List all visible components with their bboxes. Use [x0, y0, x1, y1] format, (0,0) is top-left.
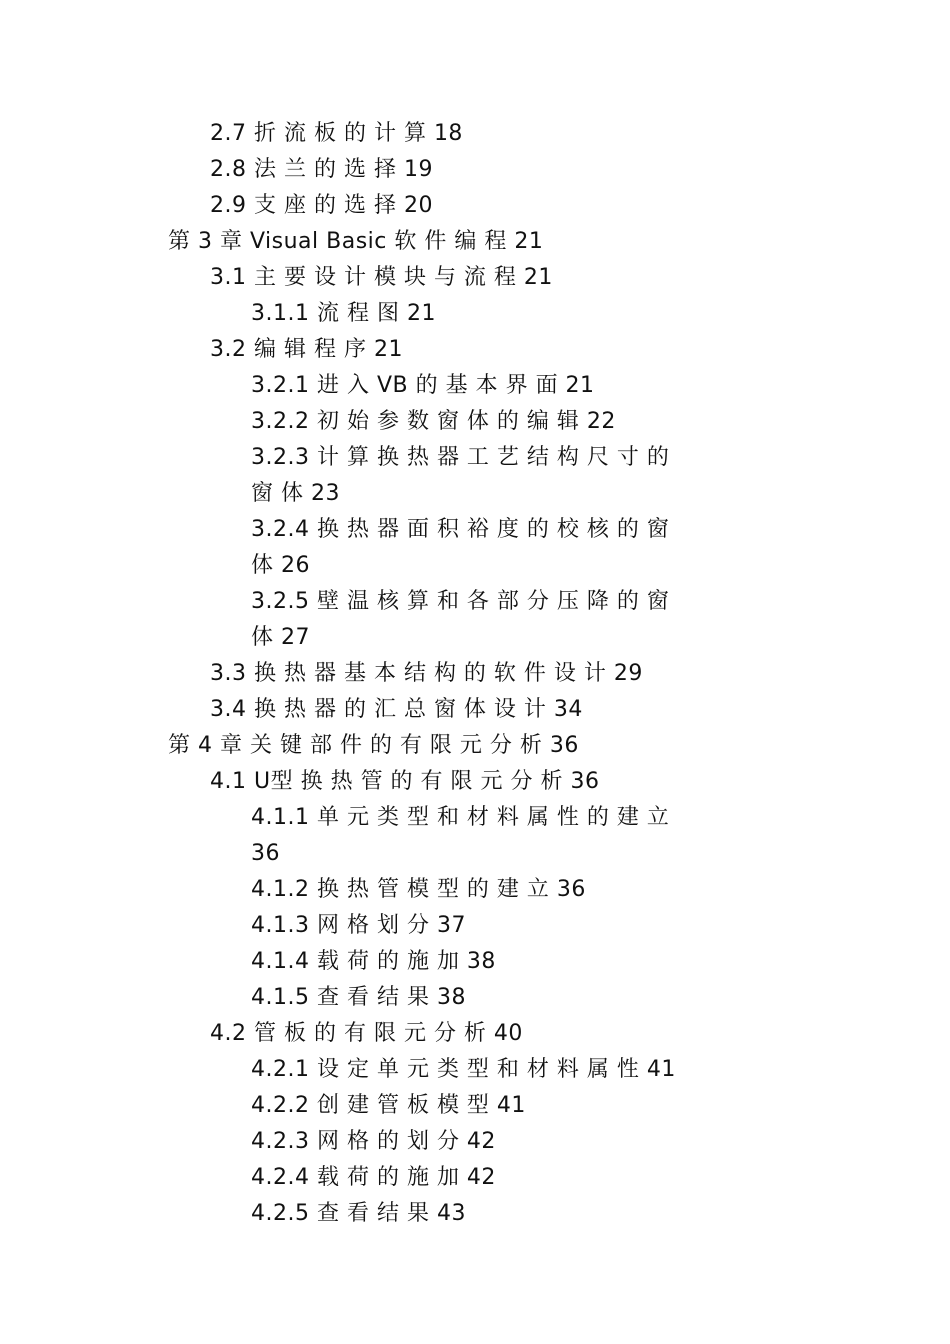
toc-subentry: 4.2.5 查 看 结 果 43 — [251, 1201, 466, 1226]
toc-subentry: 4.1.1 单 元 类 型 和 材 料 属 性 的 建 立 — [251, 805, 670, 830]
toc-subentry: 4.1.4 载 荷 的 施 加 38 — [251, 949, 496, 974]
toc-subentry: 4.1.2 换 热 管 模 型 的 建 立 36 — [251, 877, 586, 902]
toc-subentry: 3.2.5 壁 温 核 算 和 各 部 分 压 降 的 窗 — [251, 589, 670, 614]
toc-subentry: 4.2.1 设 定 单 元 类 型 和 材 料 属 性 41 — [251, 1057, 676, 1082]
toc-entry: 3.1 主 要 设 计 模 块 与 流 程 21 — [210, 265, 553, 290]
toc-subentry: 3.2.3 计 算 换 热 器 工 艺 结 构 尺 寸 的 — [251, 445, 670, 470]
toc-subentry-continuation: 体 27 — [251, 625, 310, 650]
toc-entry: 3.2 编 辑 程 序 21 — [210, 337, 403, 362]
toc-entry: 3.3 换 热 器 基 本 结 构 的 软 件 设 计 29 — [210, 661, 643, 686]
toc-chapter-heading: 第 3 章 Visual Basic 软 件 编 程 21 — [168, 229, 544, 254]
toc-entry: 4.2 管 板 的 有 限 元 分 析 40 — [210, 1021, 523, 1046]
toc-entry: 2.9 支 座 的 选 择 20 — [210, 193, 433, 218]
toc-subentry: 3.1.1 流 程 图 21 — [251, 301, 436, 326]
toc-subentry: 3.2.4 换 热 器 面 积 裕 度 的 校 核 的 窗 — [251, 517, 670, 542]
toc-subentry: 3.2.1 进 入 VB 的 基 本 界 面 21 — [251, 373, 595, 398]
toc-chapter-heading: 第 4 章 关 键 部 件 的 有 限 元 分 析 36 — [168, 733, 579, 758]
toc-subentry: 4.2.4 载 荷 的 施 加 42 — [251, 1165, 496, 1190]
toc-subentry: 4.1.3 网 格 划 分 37 — [251, 913, 466, 938]
toc-subentry-continuation: 36 — [251, 841, 280, 866]
toc-subentry-continuation: 体 26 — [251, 553, 310, 578]
toc-subentry: 4.1.5 查 看 结 果 38 — [251, 985, 466, 1010]
toc-entry: 3.4 换 热 器 的 汇 总 窗 体 设 计 34 — [210, 697, 583, 722]
toc-subentry-continuation: 窗 体 23 — [251, 481, 340, 506]
table-of-contents — [0, 116, 950, 1232]
toc-entry: 2.7 折 流 板 的 计 算 18 — [210, 121, 463, 146]
toc-subentry: 4.2.3 网 格 的 划 分 42 — [251, 1129, 496, 1154]
toc-subentry: 3.2.2 初 始 参 数 窗 体 的 编 辑 22 — [251, 409, 616, 434]
toc-subentry: 4.2.2 创 建 管 板 模 型 41 — [251, 1093, 526, 1118]
toc-entry: 4.1 U型 换 热 管 的 有 限 元 分 析 36 — [210, 769, 600, 794]
toc-entry: 2.8 法 兰 的 选 择 19 — [210, 157, 433, 182]
